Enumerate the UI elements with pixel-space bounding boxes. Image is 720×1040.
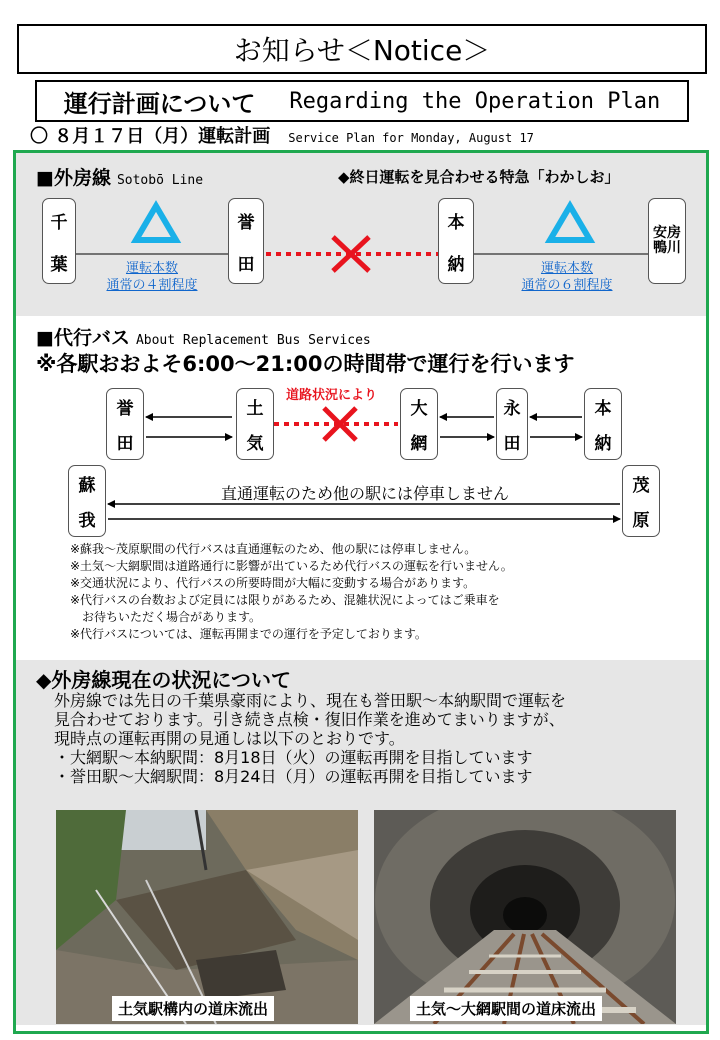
sotobo-header-en: Sotobō Line <box>116 173 204 188</box>
station-char: 本 <box>447 212 465 233</box>
service-plan-en: Service Plan for Monday, August 17 <box>288 131 534 145</box>
photo-tunnel-image <box>374 810 676 1024</box>
bus-notes <box>70 541 513 643</box>
bus-header-ja: ■代行バス <box>36 327 130 349</box>
photo-caption: 土気～大網駅間の道床流出 <box>410 996 602 1021</box>
bus-header-en: About Replacement Bus Services <box>135 333 371 348</box>
station-char: 田 <box>237 254 255 275</box>
station-char: 本 <box>594 399 612 419</box>
status-line: 見合わせております。引き続き点検・復旧作業を進めてまいりますが、 <box>54 710 565 729</box>
station-char: 誉 <box>237 212 255 233</box>
bus-header <box>36 323 371 350</box>
bus-hours-note: ※各駅おおよそ6:00～21:00の時間帯で運行を行います <box>36 352 575 376</box>
photo-toke-station <box>56 810 358 1024</box>
frequency-value: 通常の６割程度 <box>521 278 613 293</box>
frequency-label: 運転本数 <box>540 261 593 276</box>
frequency-value: 通常の４割程度 <box>106 278 198 293</box>
frequency-label: 運転本数 <box>125 261 178 276</box>
status-header: ◆外房線現在の状況について <box>36 668 291 692</box>
station-char: 我 <box>78 511 96 531</box>
station-char: 鴨川 <box>653 240 681 256</box>
bus-note: ※代行バスについては、運転再開までの運行を予定しております。 <box>70 627 427 641</box>
notice-title-text: お知らせ＜Notice＞ <box>233 34 491 67</box>
status-bullet: ・誉田駅～大網駅間：8月24日（月）の運転再開を目指しています <box>54 767 533 786</box>
triangle-icon <box>136 206 176 240</box>
status-bullet: ・大網駅～本納駅間：8月18日（火）の運転再開を目指しています <box>54 748 533 767</box>
station-char: 土 <box>246 399 264 419</box>
station-char: 田 <box>116 434 134 454</box>
limited-express-note: ◆終日運転を見合わせる特急「わかしお」 <box>338 168 620 186</box>
station-char: 原 <box>632 511 650 531</box>
station-char: 網 <box>410 434 428 454</box>
photo-tunnel <box>374 810 676 1024</box>
station-char: 茂 <box>632 476 650 496</box>
triangle-icon <box>550 206 590 240</box>
direct-service-note: 直通運転のため他の駅には停車しません <box>220 484 509 503</box>
bus-station-honda <box>106 388 144 460</box>
service-plan-ja: 〇 ８月１７日（月）運転計画 <box>30 126 271 147</box>
frequency-right <box>500 260 634 294</box>
station-char: 気 <box>246 434 264 454</box>
photo-toke-station-image <box>56 810 358 1024</box>
station-honda <box>228 198 264 284</box>
bus-station-soga <box>68 465 106 537</box>
bus-note: ※土気～大網駅間は道路通行に影響が出ているため代行バスの運転を行いません。 <box>70 559 513 573</box>
bus-note: ※交通状況により、代行バスの所要時間が大幅に変動する場合があります。 <box>70 576 476 590</box>
station-char: 葉 <box>50 254 68 275</box>
bus-station-nagata <box>496 388 528 460</box>
bus-note: ※代行バスの台数および定員には限りがあるため、混雑状況によってはご乗車を <box>70 593 500 607</box>
sotobo-header-ja: ■外房線 <box>36 167 111 189</box>
bus-station-honno <box>584 388 622 460</box>
photo-caption: 土気駅構内の道床流出 <box>112 996 274 1021</box>
status-line: 外房線では先日の千葉県豪雨により、現在も誉田駅～本納駅間で運転を <box>54 691 567 710</box>
status-paragraph <box>54 691 566 786</box>
station-char: 大 <box>410 399 428 419</box>
station-char: 安房 <box>653 225 681 241</box>
bus-station-toke <box>236 388 274 460</box>
station-char: 納 <box>594 434 612 454</box>
plan-title-en: Regarding the Operation Plan <box>289 88 661 114</box>
frequency-left <box>86 260 218 294</box>
station-char: 田 <box>503 434 521 454</box>
station-char: 千 <box>50 212 68 233</box>
status-line: 現時点の運転再開の見通しは以下のとおりです。 <box>54 729 405 748</box>
bus-note: ※蘇我～茂原駅間の代行バスは直通運転のため、他の駅には停車しません。 <box>70 542 477 556</box>
bus-station-oami <box>400 388 438 460</box>
station-char: 永 <box>503 399 521 419</box>
station-honno <box>438 198 474 284</box>
station-awa-kamogawa <box>648 198 686 284</box>
station-char: 誉 <box>116 399 134 419</box>
bus-station-mobara <box>622 465 660 537</box>
station-chiba <box>42 198 76 284</box>
plan-title-ja: 運行計画について <box>63 89 256 118</box>
bus-note: お待ちいただく場合があります。 <box>70 610 262 624</box>
station-char: 蘇 <box>78 476 96 496</box>
station-char: 納 <box>447 254 465 275</box>
road-condition-label: 道路状況により <box>286 388 378 403</box>
